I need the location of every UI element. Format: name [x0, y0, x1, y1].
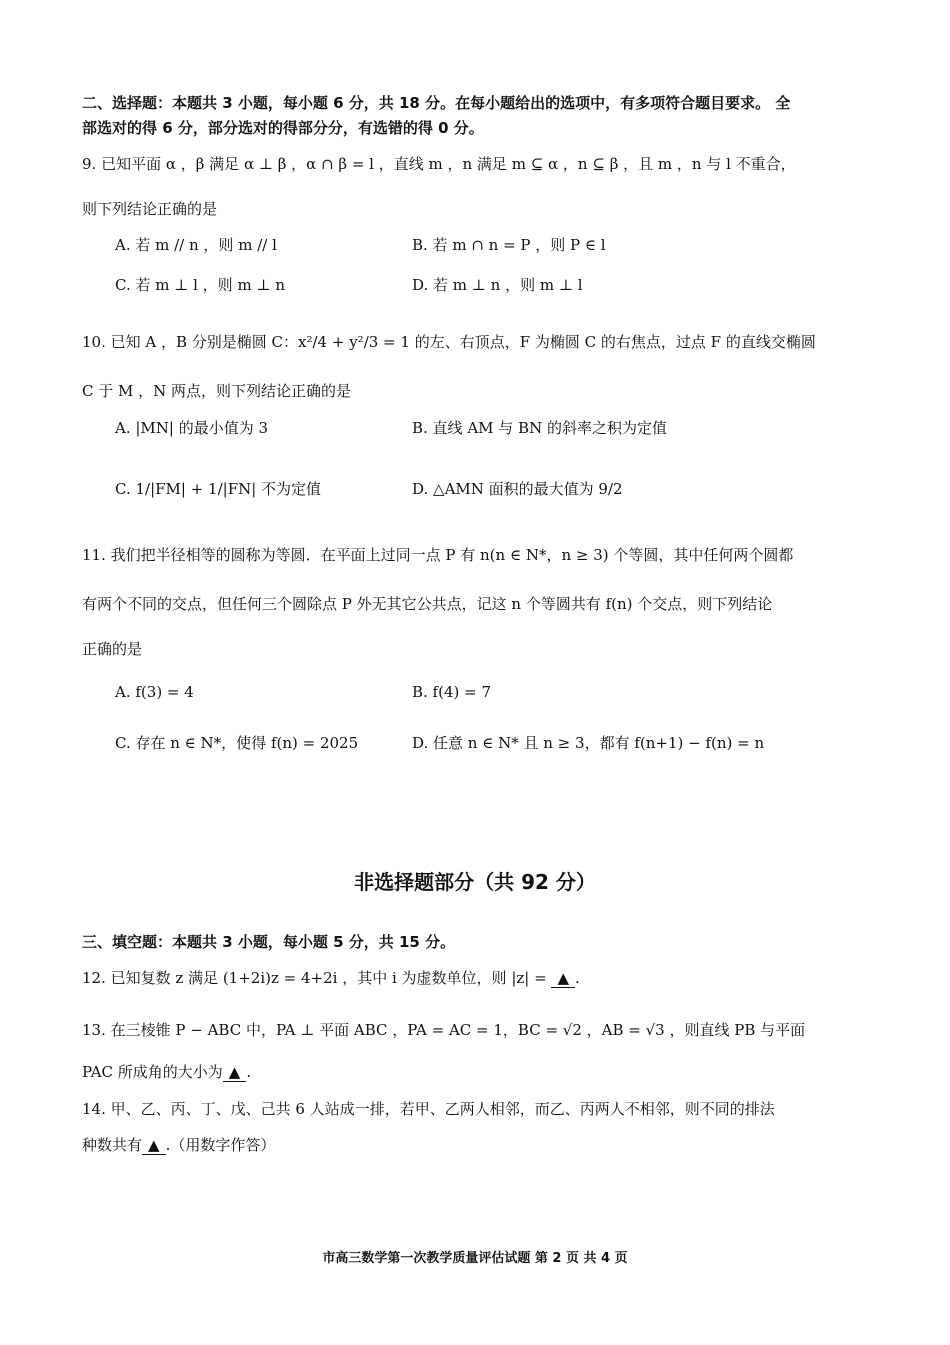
q14-end: .（用数字作答）	[165, 1136, 276, 1154]
q9-option-a: A. 若 m // n ，则 m // l	[115, 236, 277, 254]
q14-line2	[82, 1136, 275, 1155]
q11-stem-line2: 有两个不同的交点，但任何三个圆除点 P 外无其它公共点，记这 n 个等圆共有 f(n) 个交点，则下列结论	[82, 595, 773, 613]
q14-answer-blank: ▲	[142, 1136, 166, 1155]
page-footer: 市高三数学第一次教学质量评估试题 第 2 页 共 4 页	[322, 1251, 628, 1266]
q11-option-a: A. f(3) = 4	[115, 683, 194, 701]
q10-option-b: B. 直线 AM 与 BN 的斜率之积为定值	[412, 419, 667, 437]
q9-stem-line2: 则下列结论正确的是	[82, 200, 218, 218]
q12-text: 12. 已知复数 z 满足 (1+2i)z = 4+2i ，其中 i 为虚数单位，则 |z| =	[82, 969, 552, 987]
q11-stem-line3: 正确的是	[82, 640, 143, 658]
section2-header-line1: 二、选择题：本题共 3 小题，每小题 6 分，共 18 分。在每小题给出的选项中，有多项符合题目要求。 全	[82, 94, 791, 112]
q11-option-d: D. 任意 n ∈ N* 且 n ≥ 3，都有 f(n+1) − f(n) = n	[412, 734, 765, 752]
q11-option-c: C. 存在 n ∈ N*，使得 f(n) = 2025	[115, 734, 359, 752]
q13-answer-blank: ▲	[223, 1063, 247, 1082]
section2-header-line2: 部选对的得 6 分，部分选对的得部分分，有选错的得 0 分。	[82, 119, 484, 137]
q10-option-c: C. 1/|FM| + 1/|FN| 不为定值	[115, 480, 322, 498]
q9-option-b: B. 若 m ∩ n = P ，则 P ∈ l	[412, 236, 606, 254]
q13-line1: 13. 在三棱锥 P − ABC 中，PA ⊥ 平面 ABC ，PA = AC = 1，BC = √2 ，AB = √3 ，则直线 PB 与平面	[82, 1021, 806, 1039]
q9-option-d: D. 若 m ⊥ n ，则 m ⊥ l	[412, 276, 583, 294]
q11-option-b: B. f(4) = 7	[412, 683, 492, 701]
q13-text: PAC 所成角的大小为	[82, 1063, 223, 1081]
q12-end: .	[574, 969, 580, 987]
q12-answer-blank: ▲	[551, 969, 575, 988]
section3-header: 三、填空题：本题共 3 小题，每小题 5 分，共 15 分。	[82, 933, 456, 951]
q10-option-d: D. △AMN 面积的最大值为 9/2	[412, 480, 623, 498]
q12-line	[82, 969, 580, 988]
q10-stem-line1: 10. 已知 A ，B 分别是椭圆 C：x²/4 + y²/3 = 1 的左、右顶点，F 为椭圆 C 的右焦点，过点 F 的直线交椭圆	[82, 333, 816, 351]
q14-line1: 14. 甲、乙、丙、丁、戊、己共 6 人站成一排，若甲、乙两人相邻，而乙、丙两人不相邻，则不同的排法	[82, 1100, 775, 1118]
q9-option-c: C. 若 m ⊥ l ，则 m ⊥ n	[115, 276, 285, 294]
q10-stem-line2: C 于 M ，N 两点，则下列结论正确的是	[82, 382, 352, 400]
q11-stem-line1: 11. 我们把半径相等的圆称为等圆．在平面上过同一点 P 有 n(n ∈ N*，n ≥ 3) 个等圆，其中任何两个圆都	[82, 546, 794, 564]
q13-end: .	[246, 1063, 252, 1081]
q10-option-a: A. |MN| 的最小值为 3	[115, 419, 269, 437]
q9-stem-line1: 9. 已知平面 α ，β 满足 α ⊥ β ，α ∩ β = l ，直线 m ，n 满足 m ⊆ α ，n ⊆ β ，且 m ，n 与 l 不重合，	[82, 155, 796, 173]
q13-line2	[82, 1063, 251, 1082]
part2-title: 非选择题部分（共 92 分）	[354, 870, 596, 894]
q14-text: 种数共有	[82, 1136, 143, 1154]
